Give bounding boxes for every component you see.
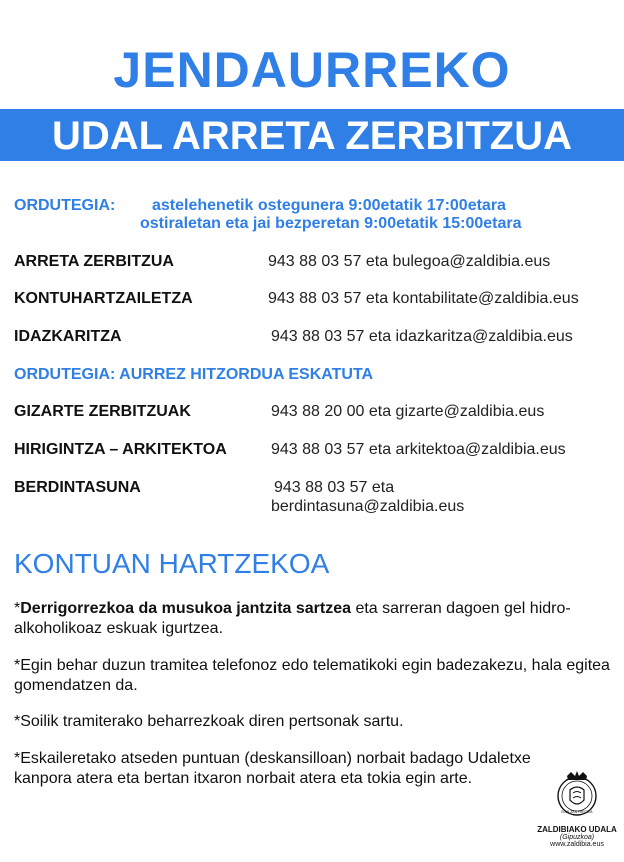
schedule-label: ORDUTEGIA: bbox=[14, 197, 116, 214]
schedule-appointment-label: ORDUTEGIA: AURREZ HITZORDUA ESKATUTA bbox=[14, 366, 374, 383]
note-text: eta sarreran dagoen gel hidro-alkoholikoaz eskuak igurtzea. bbox=[14, 600, 571, 637]
org-name: ZALDIBIAKO UDALA bbox=[537, 825, 617, 834]
notes-heading: KONTUAN HARTZEKOA bbox=[14, 548, 330, 579]
page-title: JENDAURREKO bbox=[113, 42, 511, 98]
note-item: *Soilik tramiterako beharrezkoak diren pertsonak sartu. bbox=[14, 713, 404, 730]
note-item: *Egin behar duzun tramitea telefonoz edo telematikoki egin badezakezu, hala egitea gomendatzen da. bbox=[14, 657, 610, 694]
service-contact: 943 88 03 57 eta kontabilitate@zaldibia.eus bbox=[268, 290, 579, 307]
service-name: IDAZKARITZA bbox=[14, 328, 122, 345]
schedule-line-1: astelehenetik ostegunera 9:00etatik 17:00etara bbox=[152, 197, 506, 214]
seal-icon bbox=[553, 770, 601, 818]
service-contact: berdintasuna@zaldibia.eus bbox=[271, 498, 465, 515]
svg-text:EGIN ZAN PRESTUA: EGIN ZAN PRESTUA bbox=[561, 810, 593, 814]
service-contact: 943 88 03 57 eta bulegoa@zaldibia.eus bbox=[268, 253, 551, 270]
page-subtitle: UDAL ARRETA ZERBITZUA bbox=[52, 114, 572, 158]
service-name: GIZARTE ZERBITZUAK bbox=[14, 403, 191, 420]
note-prefix: * bbox=[14, 600, 21, 617]
service-name: ARRETA ZERBITZUA bbox=[14, 253, 174, 270]
service-name: HIRIGINTZA – ARKITEKTOA bbox=[14, 441, 227, 458]
note-item: *Eskaileretako atseden puntuan (deskansilloan) norbait badago Udaletxe kanpora atera eta bertan itxaron norbait atera eta tokia egin arte. bbox=[14, 750, 531, 787]
service-name: BERDINTASUNA bbox=[14, 479, 141, 496]
org-region: (Gipuzkoa) bbox=[559, 834, 595, 841]
schedule-line-2: ostiraletan eta jai bezperetan 9:00etatik 15:00etara bbox=[140, 215, 522, 232]
service-contact: 943 88 20 00 eta gizarte@zaldibia.eus bbox=[271, 403, 545, 420]
note-emphasis: Derrigorrezkoa da musukoa jantzita sartzea bbox=[20, 600, 352, 617]
note-item bbox=[14, 599, 610, 639]
service-contact: 943 88 03 57 eta arkitektoa@zaldibia.eus bbox=[271, 441, 566, 458]
org-website: www.zaldibia.eus bbox=[550, 841, 604, 848]
service-name: KONTUHARTZAILETZA bbox=[14, 290, 193, 307]
service-contact: 943 88 03 57 eta bbox=[274, 479, 395, 496]
service-contact: 943 88 03 57 eta idazkaritza@zaldibia.eus bbox=[271, 328, 573, 345]
municipal-logo bbox=[532, 770, 622, 848]
